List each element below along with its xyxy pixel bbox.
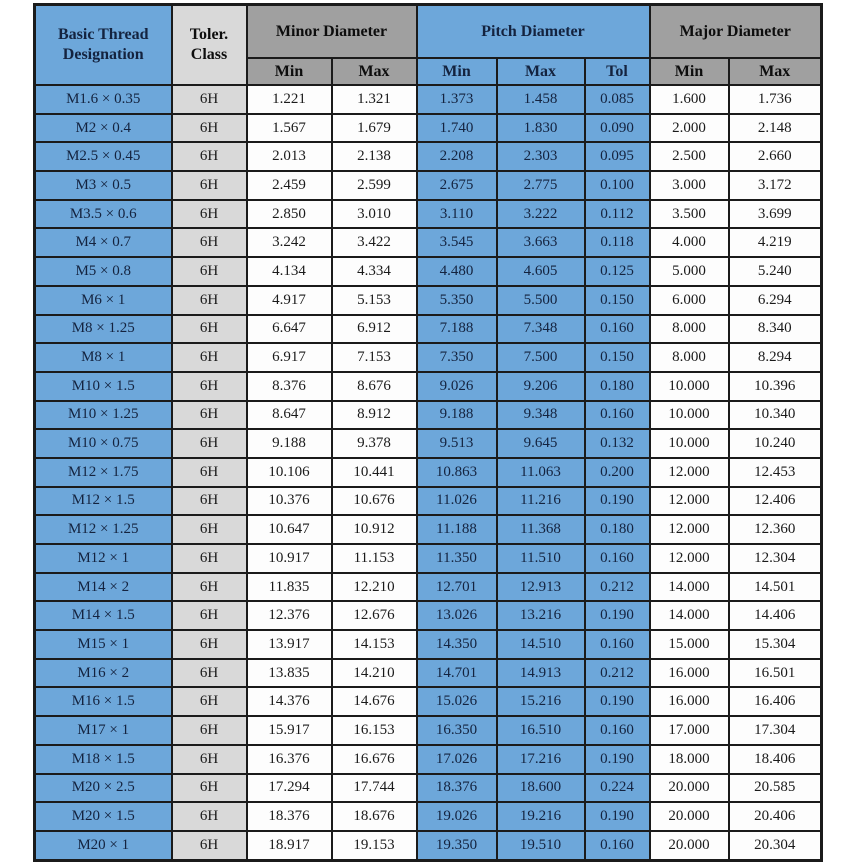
value-cell: 0.180	[585, 515, 650, 544]
tolerance-class-cell: 6H	[172, 401, 247, 430]
value-cell: 12.376	[247, 601, 332, 630]
value-cell: 10.376	[247, 487, 332, 516]
thread-designation-cell: M12 × 1.5	[35, 487, 172, 516]
table-row	[35, 716, 822, 745]
table-row	[35, 487, 822, 516]
value-cell: 9.188	[417, 401, 497, 430]
header-pitch-min: Min	[417, 58, 497, 85]
value-cell: 14.676	[332, 687, 417, 716]
value-cell: 18.676	[332, 802, 417, 831]
value-cell: 11.188	[417, 515, 497, 544]
value-cell: 2.000	[650, 114, 729, 143]
value-cell: 5.350	[417, 286, 497, 315]
value-cell: 8.376	[247, 372, 332, 401]
value-cell: 18.376	[417, 774, 497, 803]
value-cell: 0.160	[585, 401, 650, 430]
value-cell: 2.675	[417, 171, 497, 200]
value-cell: 12.000	[650, 515, 729, 544]
value-cell: 17.304	[729, 716, 822, 745]
thread-designation-cell: M14 × 2	[35, 573, 172, 602]
value-cell: 12.000	[650, 544, 729, 573]
value-cell: 1.221	[247, 85, 332, 114]
value-cell: 5.000	[650, 257, 729, 286]
value-cell: 3.699	[729, 200, 822, 229]
value-cell: 8.647	[247, 401, 332, 430]
value-cell: 11.216	[497, 487, 585, 516]
value-cell: 0.160	[585, 630, 650, 659]
value-cell: 18.000	[650, 745, 729, 774]
thread-designation-cell: M1.6 × 0.35	[35, 85, 172, 114]
value-cell: 0.200	[585, 458, 650, 487]
value-cell: 1.600	[650, 85, 729, 114]
tolerance-class-cell: 6H	[172, 745, 247, 774]
thread-designation-cell: M10 × 1.5	[35, 372, 172, 401]
table-row	[35, 85, 822, 114]
value-cell: 2.775	[497, 171, 585, 200]
tolerance-class-cell: 6H	[172, 343, 247, 372]
value-cell: 14.153	[332, 630, 417, 659]
value-cell: 3.000	[650, 171, 729, 200]
tolerance-class-cell: 6H	[172, 429, 247, 458]
header-tolerance-class: Toler. Class	[172, 5, 247, 86]
thread-designation-cell: M12 × 1.25	[35, 515, 172, 544]
table-row	[35, 831, 822, 860]
table-row	[35, 774, 822, 803]
value-cell: 9.378	[332, 429, 417, 458]
table-row	[35, 200, 822, 229]
value-cell: 6.000	[650, 286, 729, 315]
value-cell: 4.480	[417, 257, 497, 286]
value-cell: 10.863	[417, 458, 497, 487]
value-cell: 14.701	[417, 659, 497, 688]
table-row	[35, 515, 822, 544]
value-cell: 14.913	[497, 659, 585, 688]
thread-designation-cell: M12 × 1.75	[35, 458, 172, 487]
header-minor-max: Max	[332, 58, 417, 85]
value-cell: 12.000	[650, 458, 729, 487]
value-cell: 1.736	[729, 85, 822, 114]
value-cell: 12.304	[729, 544, 822, 573]
table-row	[35, 458, 822, 487]
value-cell: 11.026	[417, 487, 497, 516]
value-cell: 18.600	[497, 774, 585, 803]
tolerance-class-cell: 6H	[172, 228, 247, 257]
value-cell: 10.647	[247, 515, 332, 544]
header-basic-thread-designation: Basic Thread Designation	[35, 5, 172, 86]
table-row	[35, 286, 822, 315]
value-cell: 11.835	[247, 573, 332, 602]
value-cell: 0.160	[585, 831, 650, 860]
table-row	[35, 315, 822, 344]
value-cell: 15.026	[417, 687, 497, 716]
header-major-max: Max	[729, 58, 822, 85]
value-cell: 0.190	[585, 487, 650, 516]
tolerance-class-cell: 6H	[172, 659, 247, 688]
value-cell: 10.396	[729, 372, 822, 401]
thread-designation-cell: M10 × 0.75	[35, 429, 172, 458]
table-body	[35, 85, 822, 860]
value-cell: 14.510	[497, 630, 585, 659]
value-cell: 8.340	[729, 315, 822, 344]
value-cell: 16.000	[650, 687, 729, 716]
value-cell: 19.026	[417, 802, 497, 831]
value-cell: 17.000	[650, 716, 729, 745]
value-cell: 9.026	[417, 372, 497, 401]
value-cell: 7.350	[417, 343, 497, 372]
value-cell: 14.376	[247, 687, 332, 716]
value-cell: 14.000	[650, 601, 729, 630]
tolerance-class-cell: 6H	[172, 630, 247, 659]
value-cell: 0.085	[585, 85, 650, 114]
header-pitch-max: Max	[497, 58, 585, 85]
value-cell: 0.112	[585, 200, 650, 229]
thread-dimension-table	[33, 3, 823, 862]
value-cell: 1.740	[417, 114, 497, 143]
value-cell: 0.190	[585, 802, 650, 831]
value-cell: 4.334	[332, 257, 417, 286]
value-cell: 1.567	[247, 114, 332, 143]
tolerance-class-cell: 6H	[172, 515, 247, 544]
value-cell: 3.110	[417, 200, 497, 229]
tolerance-class-cell: 6H	[172, 487, 247, 516]
value-cell: 3.010	[332, 200, 417, 229]
value-cell: 7.153	[332, 343, 417, 372]
value-cell: 2.850	[247, 200, 332, 229]
value-cell: 18.376	[247, 802, 332, 831]
tolerance-class-cell: 6H	[172, 831, 247, 860]
thread-designation-cell: M14 × 1.5	[35, 601, 172, 630]
value-cell: 11.153	[332, 544, 417, 573]
table-row	[35, 343, 822, 372]
value-cell: 15.000	[650, 630, 729, 659]
value-cell: 10.240	[729, 429, 822, 458]
value-cell: 5.240	[729, 257, 822, 286]
value-cell: 18.917	[247, 831, 332, 860]
table-row	[35, 142, 822, 171]
tolerance-class-cell: 6H	[172, 601, 247, 630]
thread-designation-cell: M2 × 0.4	[35, 114, 172, 143]
value-cell: 4.219	[729, 228, 822, 257]
table-row	[35, 802, 822, 831]
value-cell: 11.350	[417, 544, 497, 573]
tolerance-class-cell: 6H	[172, 372, 247, 401]
value-cell: 13.917	[247, 630, 332, 659]
value-cell: 2.500	[650, 142, 729, 171]
header-pitch-tol: Tol	[585, 58, 650, 85]
value-cell: 7.500	[497, 343, 585, 372]
tolerance-class-cell: 6H	[172, 142, 247, 171]
thread-designation-cell: M8 × 1	[35, 343, 172, 372]
table-row	[35, 687, 822, 716]
value-cell: 8.000	[650, 343, 729, 372]
value-cell: 10.917	[247, 544, 332, 573]
thread-designation-cell: M6 × 1	[35, 286, 172, 315]
value-cell: 12.913	[497, 573, 585, 602]
thread-designation-cell: M10 × 1.25	[35, 401, 172, 430]
value-cell: 17.294	[247, 774, 332, 803]
value-cell: 16.501	[729, 659, 822, 688]
value-cell: 7.188	[417, 315, 497, 344]
value-cell: 0.180	[585, 372, 650, 401]
tolerance-class-cell: 6H	[172, 458, 247, 487]
value-cell: 0.212	[585, 573, 650, 602]
value-cell: 18.406	[729, 745, 822, 774]
value-cell: 1.458	[497, 85, 585, 114]
tolerance-class-cell: 6H	[172, 774, 247, 803]
value-cell: 20.000	[650, 802, 729, 831]
value-cell: 2.303	[497, 142, 585, 171]
value-cell: 15.917	[247, 716, 332, 745]
value-cell: 2.599	[332, 171, 417, 200]
value-cell: 8.000	[650, 315, 729, 344]
value-cell: 0.132	[585, 429, 650, 458]
value-cell: 8.294	[729, 343, 822, 372]
value-cell: 10.000	[650, 401, 729, 430]
value-cell: 9.348	[497, 401, 585, 430]
tolerance-class-cell: 6H	[172, 687, 247, 716]
value-cell: 3.242	[247, 228, 332, 257]
thread-designation-cell: M15 × 1	[35, 630, 172, 659]
value-cell: 12.360	[729, 515, 822, 544]
value-cell: 8.676	[332, 372, 417, 401]
value-cell: 2.459	[247, 171, 332, 200]
value-cell: 12.210	[332, 573, 417, 602]
value-cell: 19.153	[332, 831, 417, 860]
value-cell: 0.150	[585, 343, 650, 372]
tolerance-class-cell: 6H	[172, 315, 247, 344]
value-cell: 14.406	[729, 601, 822, 630]
value-cell: 12.406	[729, 487, 822, 516]
value-cell: 0.224	[585, 774, 650, 803]
table-row	[35, 429, 822, 458]
value-cell: 0.160	[585, 315, 650, 344]
value-cell: 13.216	[497, 601, 585, 630]
thread-designation-cell: M8 × 1.25	[35, 315, 172, 344]
tolerance-class-cell: 6H	[172, 114, 247, 143]
tolerance-class-cell: 6H	[172, 716, 247, 745]
header-major-diameter: Major Diameter	[650, 5, 822, 59]
value-cell: 20.406	[729, 802, 822, 831]
value-cell: 16.000	[650, 659, 729, 688]
value-cell: 12.000	[650, 487, 729, 516]
value-cell: 20.000	[650, 774, 729, 803]
table-row	[35, 372, 822, 401]
value-cell: 4.917	[247, 286, 332, 315]
value-cell: 9.188	[247, 429, 332, 458]
tolerance-class-cell: 6H	[172, 257, 247, 286]
value-cell: 19.350	[417, 831, 497, 860]
value-cell: 16.406	[729, 687, 822, 716]
thread-designation-cell: M20 × 1	[35, 831, 172, 860]
value-cell: 0.150	[585, 286, 650, 315]
value-cell: 2.138	[332, 142, 417, 171]
value-cell: 10.000	[650, 372, 729, 401]
value-cell: 10.106	[247, 458, 332, 487]
value-cell: 3.422	[332, 228, 417, 257]
value-cell: 1.373	[417, 85, 497, 114]
value-cell: 12.453	[729, 458, 822, 487]
value-cell: 19.510	[497, 831, 585, 860]
value-cell: 9.645	[497, 429, 585, 458]
value-cell: 4.000	[650, 228, 729, 257]
value-cell: 12.701	[417, 573, 497, 602]
thread-designation-cell: M3 × 0.5	[35, 171, 172, 200]
value-cell: 20.585	[729, 774, 822, 803]
value-cell: 6.917	[247, 343, 332, 372]
table-row	[35, 659, 822, 688]
value-cell: 3.500	[650, 200, 729, 229]
table-row	[35, 228, 822, 257]
thread-designation-cell: M16 × 2	[35, 659, 172, 688]
value-cell: 4.134	[247, 257, 332, 286]
thread-designation-cell: M3.5 × 0.6	[35, 200, 172, 229]
value-cell: 0.160	[585, 716, 650, 745]
value-cell: 0.190	[585, 687, 650, 716]
value-cell: 0.090	[585, 114, 650, 143]
value-cell: 12.676	[332, 601, 417, 630]
thread-designation-cell: M4 × 0.7	[35, 228, 172, 257]
thread-designation-cell: M2.5 × 0.45	[35, 142, 172, 171]
header-group-row	[35, 5, 822, 59]
value-cell: 0.160	[585, 544, 650, 573]
value-cell: 2.013	[247, 142, 332, 171]
value-cell: 9.513	[417, 429, 497, 458]
value-cell: 0.190	[585, 745, 650, 774]
value-cell: 2.660	[729, 142, 822, 171]
value-cell: 8.912	[332, 401, 417, 430]
value-cell: 0.095	[585, 142, 650, 171]
value-cell: 16.153	[332, 716, 417, 745]
value-cell: 9.206	[497, 372, 585, 401]
value-cell: 11.510	[497, 544, 585, 573]
value-cell: 0.100	[585, 171, 650, 200]
value-cell: 10.441	[332, 458, 417, 487]
value-cell: 15.216	[497, 687, 585, 716]
value-cell: 16.350	[417, 716, 497, 745]
tolerance-class-cell: 6H	[172, 200, 247, 229]
value-cell: 14.210	[332, 659, 417, 688]
thread-designation-cell: M12 × 1	[35, 544, 172, 573]
table-row	[35, 401, 822, 430]
value-cell: 13.026	[417, 601, 497, 630]
thread-designation-cell: M20 × 1.5	[35, 802, 172, 831]
value-cell: 10.676	[332, 487, 417, 516]
thread-designation-cell: M16 × 1.5	[35, 687, 172, 716]
value-cell: 16.376	[247, 745, 332, 774]
value-cell: 19.216	[497, 802, 585, 831]
table-row	[35, 114, 822, 143]
value-cell: 3.663	[497, 228, 585, 257]
value-cell: 3.172	[729, 171, 822, 200]
value-cell: 14.501	[729, 573, 822, 602]
value-cell: 1.321	[332, 85, 417, 114]
value-cell: 11.063	[497, 458, 585, 487]
value-cell: 1.679	[332, 114, 417, 143]
table-row	[35, 171, 822, 200]
value-cell: 0.190	[585, 601, 650, 630]
table-row	[35, 745, 822, 774]
value-cell: 0.125	[585, 257, 650, 286]
value-cell: 2.148	[729, 114, 822, 143]
value-cell: 20.304	[729, 831, 822, 860]
value-cell: 6.294	[729, 286, 822, 315]
value-cell: 4.605	[497, 257, 585, 286]
value-cell: 14.000	[650, 573, 729, 602]
value-cell: 10.000	[650, 429, 729, 458]
value-cell: 17.026	[417, 745, 497, 774]
header-pitch-diameter: Pitch Diameter	[417, 5, 650, 59]
header-minor-min: Min	[247, 58, 332, 85]
value-cell: 16.676	[332, 745, 417, 774]
tolerance-class-cell: 6H	[172, 286, 247, 315]
value-cell: 13.835	[247, 659, 332, 688]
table-row	[35, 630, 822, 659]
tolerance-class-cell: 6H	[172, 85, 247, 114]
table-row	[35, 601, 822, 630]
value-cell: 15.304	[729, 630, 822, 659]
header-major-min: Min	[650, 58, 729, 85]
thread-designation-cell: M17 × 1	[35, 716, 172, 745]
table-header	[35, 5, 822, 86]
table-row	[35, 573, 822, 602]
value-cell: 6.647	[247, 315, 332, 344]
value-cell: 10.912	[332, 515, 417, 544]
tolerance-class-cell: 6H	[172, 573, 247, 602]
table-row	[35, 257, 822, 286]
value-cell: 5.500	[497, 286, 585, 315]
value-cell: 2.208	[417, 142, 497, 171]
tolerance-class-cell: 6H	[172, 544, 247, 573]
thread-designation-cell: M5 × 0.8	[35, 257, 172, 286]
header-minor-diameter: Minor Diameter	[247, 5, 417, 59]
value-cell: 0.212	[585, 659, 650, 688]
value-cell: 1.830	[497, 114, 585, 143]
tolerance-class-cell: 6H	[172, 802, 247, 831]
value-cell: 0.118	[585, 228, 650, 257]
value-cell: 10.340	[729, 401, 822, 430]
value-cell: 5.153	[332, 286, 417, 315]
value-cell: 3.222	[497, 200, 585, 229]
table-row	[35, 544, 822, 573]
value-cell: 17.744	[332, 774, 417, 803]
value-cell: 7.348	[497, 315, 585, 344]
value-cell: 17.216	[497, 745, 585, 774]
value-cell: 6.912	[332, 315, 417, 344]
tolerance-class-cell: 6H	[172, 171, 247, 200]
value-cell: 16.510	[497, 716, 585, 745]
value-cell: 14.350	[417, 630, 497, 659]
value-cell: 3.545	[417, 228, 497, 257]
thread-designation-cell: M20 × 2.5	[35, 774, 172, 803]
value-cell: 20.000	[650, 831, 729, 860]
thread-designation-cell: M18 × 1.5	[35, 745, 172, 774]
value-cell: 11.368	[497, 515, 585, 544]
